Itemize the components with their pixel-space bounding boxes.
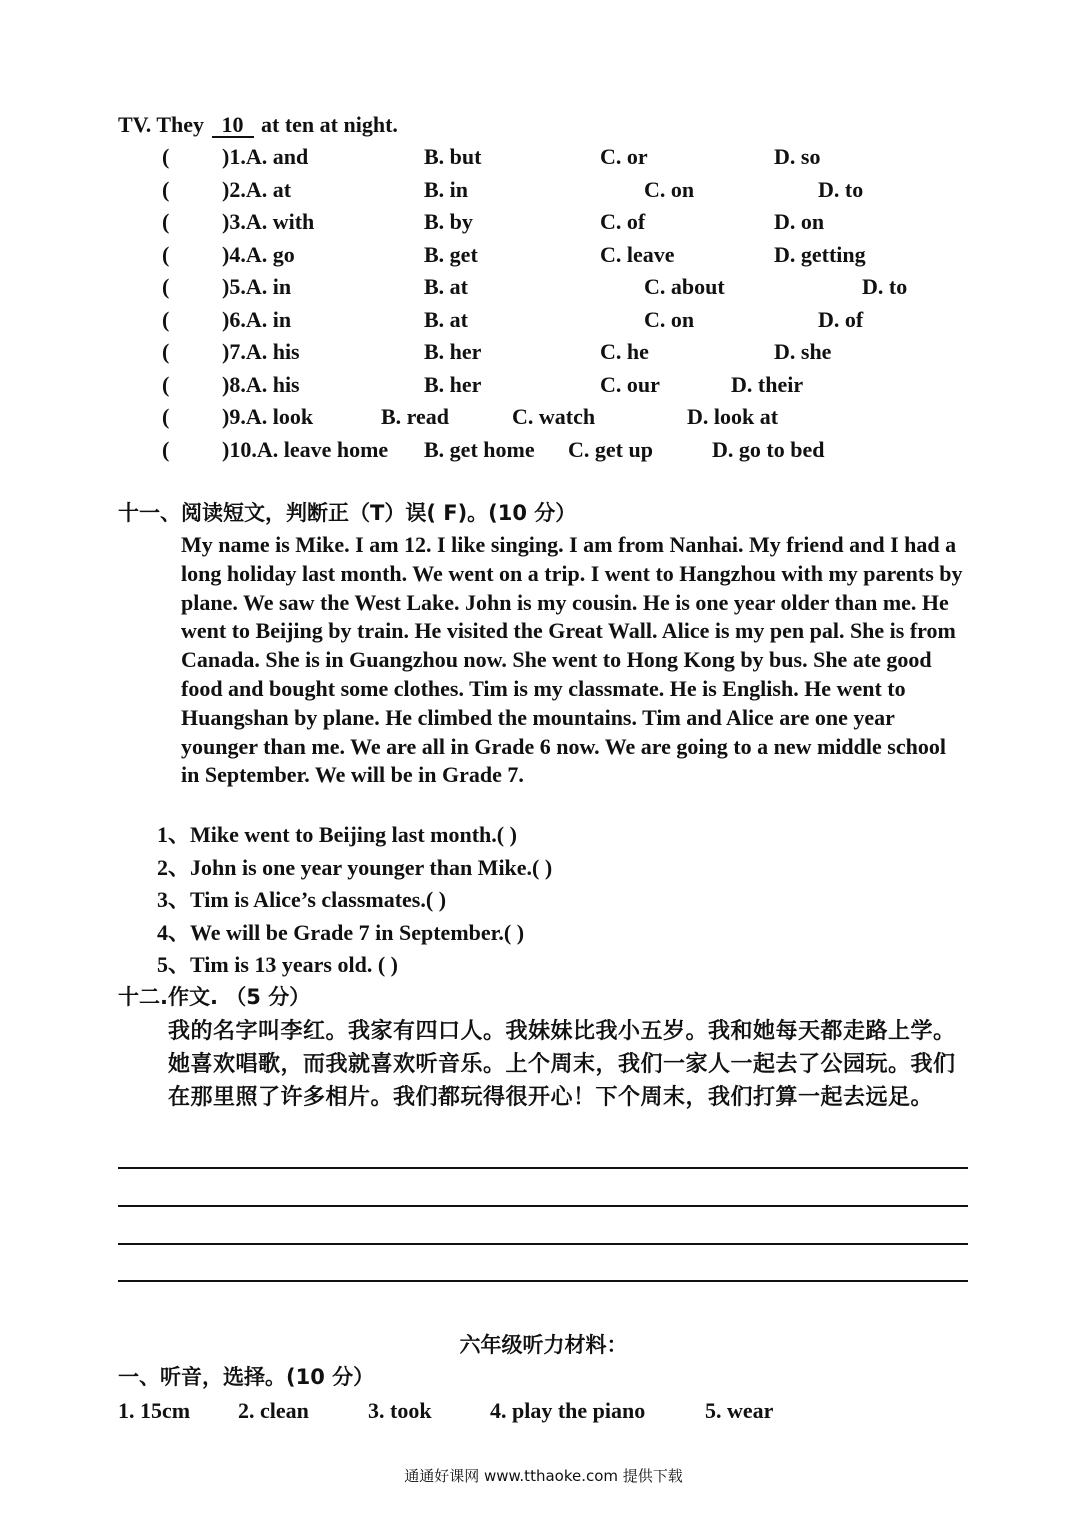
writing-line[interactable] [118,1280,968,1282]
choice-a: )1.A. and [222,144,309,169]
choice-a: )6.A. in [222,307,292,332]
choice-b: B. get home [424,437,535,462]
listening-title: 六年级听力材料： [459,1333,628,1357]
choice-a: )3.A. with [222,209,315,234]
choice-a: )8.A. his [222,372,300,397]
page-footer: 通通好课网 www.tthaoke.com 提供下载 [404,1467,683,1485]
writing-line[interactable] [118,1205,968,1207]
listening-answer-3: 3. took [368,1398,432,1423]
choice-b: B. her [424,372,482,397]
choice-b: B. her [424,339,482,364]
choice-d: D. to [818,177,864,202]
cloze-tail-line [118,112,398,138]
choice-c: C. our [600,372,660,397]
choice-d: D. she [774,339,832,364]
cloze-blank-10: 10 [212,114,254,138]
answer-paren[interactable]: ( [162,209,170,234]
answer-paren[interactable]: ( [162,372,170,397]
tf-question-2: 2、John is one year younger than Mike.( ) [157,855,553,880]
choice-d: D. look at [687,404,779,429]
choice-a: )4.A. go [222,242,295,267]
passage-text: My name is Mike. I am 12. I like singing. I am from Nanhai. My friend and I had a long holiday last month. We went on a trip. I went to Hangzhou with my parents by plane. We saw the West Lake. John is my cousin. He is one year older than me. He went to Beijing by train. He visited the Great Wall. Alice is my pen pal. She is from Canada. She is in Guangzhou now. She went to Hong Kong by bus. She ate good food and bought some clothes. Tim is my classmate. He is English. He went to Huangshan by plane. He climbed the mountains. Tim and Alice are one year younger than me. We are all in Grade 6 now. We are going to a new middle school in September. We will be in Grade 7. [181,532,963,788]
writing-line[interactable] [118,1243,968,1245]
section12-heading: 十二.作文. （5 分） [118,985,311,1009]
tf-question-3: 3、Tim is Alice’s classmates.( ) [157,887,447,912]
composition-prompt [118,1015,968,1114]
choice-b: B. but [424,144,482,169]
composition-prompt-text: 我的名字叫李红。我家有四口人。我妹妹比我小五岁。我和她每天都走路上学。她喜欢唱歌，而我就喜欢听音乐。上个周末，我们一家人一起去了公园玩。我们在那里照了许多相片。我们都玩得很开心！下个周末，我们打算一起去远足。 [168,1019,956,1110]
choice-a: )2.A. at [222,177,292,202]
listening-answer-4: 4. play the piano [490,1398,646,1423]
tf-question-1: 1、Mike went to Beijing last month.( ) [157,822,517,847]
choice-c: C. about [644,274,725,299]
choice-d: D. getting [774,242,866,267]
answer-paren[interactable]: ( [162,274,170,299]
choice-c: C. watch [512,404,596,429]
answer-paren[interactable]: ( [162,177,170,202]
choice-b: B. at [424,307,468,332]
choice-b: B. in [424,177,469,202]
choice-d: D. of [818,307,864,332]
cloze-prefix: TV. They [118,112,205,137]
answer-paren[interactable]: ( [162,339,170,364]
choice-b: B. read [381,404,450,429]
answer-paren[interactable]: ( [162,242,170,267]
choice-d: D. to [862,274,908,299]
choice-b: B. at [424,274,468,299]
choice-c: C. leave [600,242,675,267]
answer-paren[interactable]: ( [162,144,170,169]
choice-a: )9.A. look [222,404,314,429]
choice-d: D. on [774,209,825,234]
choice-c: C. get up [568,437,653,462]
reading-passage [157,531,967,790]
listening-answer-5: 5. wear [705,1398,774,1423]
listening-answer-1: 1. 15cm [118,1398,191,1423]
choice-c: C. or [600,144,648,169]
section11-heading: 十一、阅读短文，判断正（T）误( F)。(10 分） [118,501,577,525]
choice-a: )5.A. in [222,274,292,299]
answer-paren[interactable]: ( [162,307,170,332]
choice-d: D. their [731,372,804,397]
choice-b: B. get [424,242,478,267]
tf-question-4: 4、We will be Grade 7 in September.( ) [157,920,525,945]
choice-a: )7.A. his [222,339,300,364]
choice-c: C. on [644,307,695,332]
choice-c: C. of [600,209,646,234]
cloze-suffix: at ten at night. [261,112,398,137]
choice-a: )10.A. leave home [222,437,389,462]
choice-d: D. go to bed [712,437,825,462]
choice-c: C. he [600,339,649,364]
listening-answer-2: 2. clean [238,1398,309,1423]
choice-b: B. by [424,209,473,234]
answer-paren[interactable]: ( [162,404,170,429]
listening-section1-heading: 一、听音，选择。(10 分） [118,1365,375,1389]
choice-d: D. so [774,144,821,169]
choice-c: C. on [644,177,695,202]
answer-paren[interactable]: ( [162,437,170,462]
tf-question-5: 5、Tim is 13 years old. ( ) [157,952,398,977]
writing-line[interactable] [118,1167,968,1169]
